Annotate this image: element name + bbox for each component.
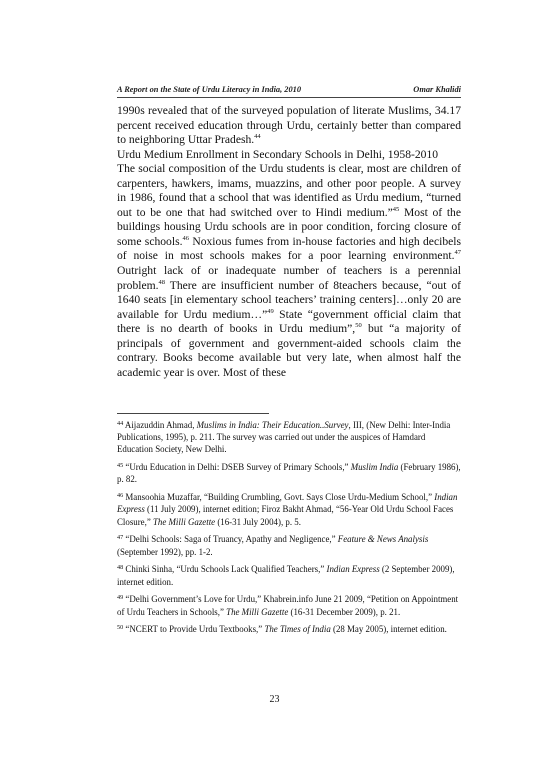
header-title: A Report on the State of Urdu Literacy in India, 2010 bbox=[117, 85, 302, 94]
body-text bbox=[117, 104, 461, 380]
footnote: $^{44}$ Aijazuddin Ahmad, Muslims in India: Their Education..Survey, III, (New Delhi: Inter-India Publications, 1995), p. 211. The survey was carried out under the auspices of Hamdard Education Society, New Delhi. bbox=[117, 420, 451, 455]
footnote-ref[interactable]: 46 bbox=[182, 234, 189, 242]
page-number: 23 bbox=[269, 694, 280, 705]
header-author: Omar Khalidi bbox=[413, 85, 461, 94]
footnotes bbox=[117, 419, 461, 641]
footnote-ref[interactable]: 44 bbox=[254, 133, 261, 141]
footnote: $^{46}$ Mansoohia Muzaffar, “Building Crumbling, Govt. Says Close Urdu-Medium School,” Indian Express (11 July 2009), internet edition; Firoz Bakht Ahmad, “56-Year Old Urdu School Faces Closure,” The Milli Gazette (16-31 July 2004), p. 5. bbox=[117, 492, 458, 527]
footnote: $^{49}$ “Delhi Government’s Love for Urdu,” Khabrein.info June 21 2009, “Petition on Appointment of Urdu Teachers in Schools,” The Milli Gazette (16-31 December 2009), p. 21. bbox=[117, 594, 459, 617]
footnote-ref[interactable]: 50 bbox=[355, 322, 362, 330]
paragraph-composition: The social composition of the Urdu students is clear, most are children of carpenters, hawkers, imams, muazzins, and other poor people. A survey in 1986, found that a school that was identified as Urdu medium, “turned out to be one that had switched over to Hindi medium.”$^{45}$ Most of the buildings housing Urdu schools are in poor condition, forcing closure of some schools.$^{46}$ Noxious fumes from in-house factories and high decibels of noise in most schools makes for a poor learning environment.$^{47}$ Outright lack of or inadequate number of teachers is a perennial problem.$^{48}$ There are insufficient number of 8teachers because, “out of 1640 seats [in elementary school teachers’ training centers]…only 20 are available for Urdu medium…”$^{49}$ State “government official claim that there is no dearth of books in Urdu medium”,$^{50}$ but “a majority of principals of government and government-aided schools claim the contrary. Books become available but very late, when almost half the academic year is over. Most of these bbox=[117, 162, 461, 379]
footnote-ref[interactable]: 47 bbox=[454, 249, 461, 257]
footnote-ref[interactable]: 45 bbox=[392, 205, 400, 213]
footnote: $^{48}$ Chinki Sinha, “Urdu Schools Lack Qualified Teachers,” Indian Express (2 September 2009), internet edition. bbox=[117, 564, 455, 587]
section-heading: Urdu Medium Enrollment in Secondary Schools in Delhi, 1958-2010 bbox=[117, 147, 439, 161]
paragraph-continued: 1990s revealed that of the surveyed population of literate Muslims, 34.17 percent received education through Urdu, certainly better than compared to neighboring Uttar Pradesh.$^{44}$ bbox=[117, 104, 461, 147]
footnote-ref[interactable]: 49 bbox=[267, 307, 274, 315]
footnote: $^{45}$ “Urdu Education in Delhi: DSEB Survey of Primary Schools,” Muslim India (February 1986), p. 82. bbox=[117, 462, 461, 485]
footnote-ref[interactable]: 48 bbox=[158, 278, 166, 286]
footnote: $^{50}$ “NCERT to Provide Urdu Textbooks,” The Times of India (28 May 2005), internet edition. bbox=[117, 624, 447, 635]
footnote-separator bbox=[117, 413, 269, 414]
header-rule bbox=[117, 97, 461, 98]
footnote: $^{47}$ “Delhi Schools: Saga of Truancy, Apathy and Negligence,” Feature & News Analysis (September 1992), pp. 1-2. bbox=[117, 534, 429, 557]
